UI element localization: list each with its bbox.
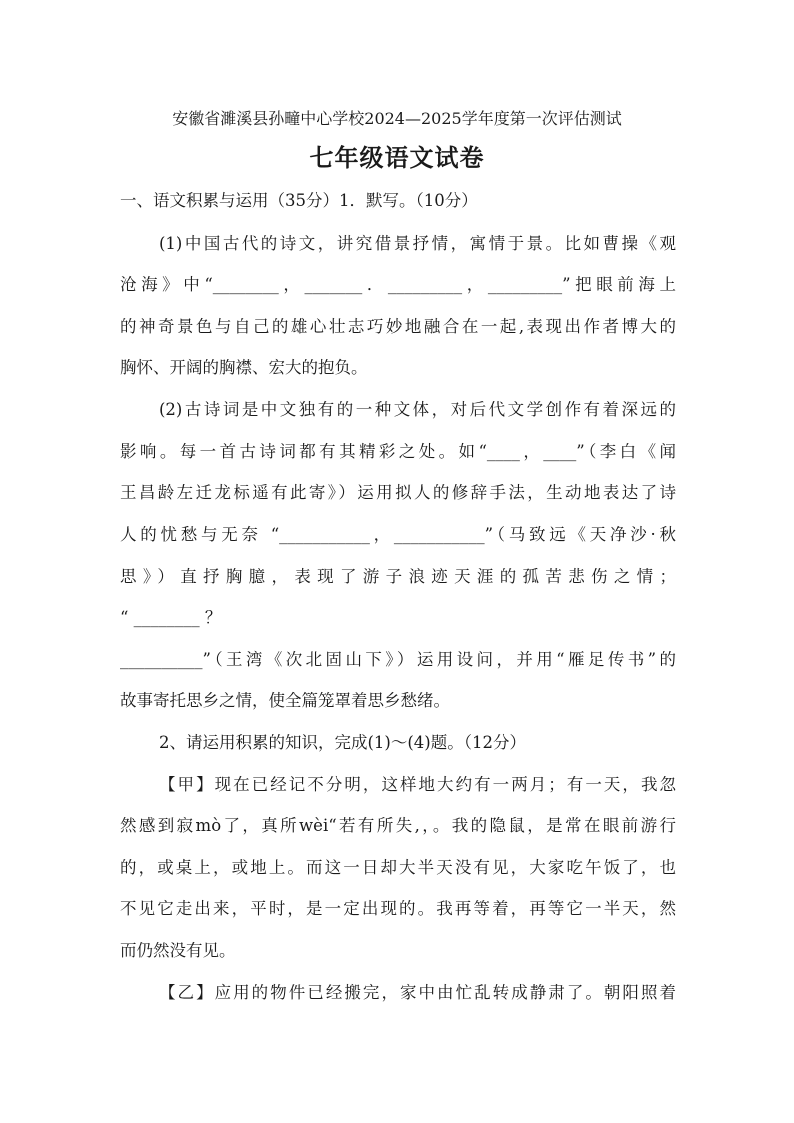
passage-jia-line: 【甲】现在已经记不分明，这样地大约有一两月；有一天，我忽 (159, 775, 676, 794)
question-1-2-line: __________”（王湾《次北固山下》）运用设问，并用“雁足传书”的 (120, 650, 676, 669)
section-heading: 一、语文积累与运用（35分）1．默写。（10分） (120, 191, 478, 210)
question-1-2-line: 影响。每一首古诗词都有其精彩之处。如“____，____”（李白《闻 (120, 442, 676, 461)
passage-jia-line: 而仍然没有见。 (120, 941, 236, 960)
question-1-1-line: (1)中国古代的诗文，讲究借景抒情，寓情于景。比如曹操《观 (159, 234, 676, 253)
question-1-2-line: 思》）直抒胸臆，表现了游子浪迹天涯的孤苦悲伤之情； (120, 567, 676, 586)
question-2-heading: 2、请运用积累的知识，完成(1)～(4)题。（12分） (159, 733, 526, 752)
passage-jia-line: 的，或桌上，或地上。而这一日却大半天没有见，大家吃午饭了，也 (120, 858, 676, 877)
question-1-1-line: 沧海》中“________，_______．_________，_________”把眼前海上 (120, 275, 676, 294)
passage-yi-line: 【乙】应用的物件已经搬完，家中由忙乱转成静肃了。朝阳照着 (159, 983, 676, 1002)
question-1-2-line: “ ________ ？ (120, 608, 222, 627)
question-1-1-line: 的神奇景色与自己的雄心壮志巧妙地融合在一起,表现出作者博大的 (120, 317, 676, 336)
page-title: 七年级语文试卷 (309, 143, 485, 172)
question-1-1-line: 胸怀、开阔的胸襟、宏大的抱负。 (120, 358, 368, 377)
passage-jia-line: 不见它走出来，平时，是一定出现的。我再等着，再等它一半天，然 (120, 899, 676, 918)
passage-jia-line: 然感到寂mò了，真所wèi“若有所失,，。我的隐鼠，是常在眼前游行 (120, 816, 676, 835)
question-1-2-line: 人的忧愁与无奈 “___________，___________”（马致远《天净沙·秋 (120, 525, 676, 544)
school-header: 安徽省濉溪县孙疃中心学校2024—2025学年度第一次评估测试 (172, 109, 622, 128)
question-1-2-line: (2)古诗词是中文独有的一种文体，对后代文学创作有着深远的 (159, 400, 676, 419)
question-1-2-line: 故事寄托思乡之情，使全篇笼罩着思乡愁绪。 (120, 691, 450, 710)
question-1-2-line: 王昌龄左迁龙标遥有此寄》）运用拟人的修辞手法，生动地表达了诗 (120, 483, 676, 502)
